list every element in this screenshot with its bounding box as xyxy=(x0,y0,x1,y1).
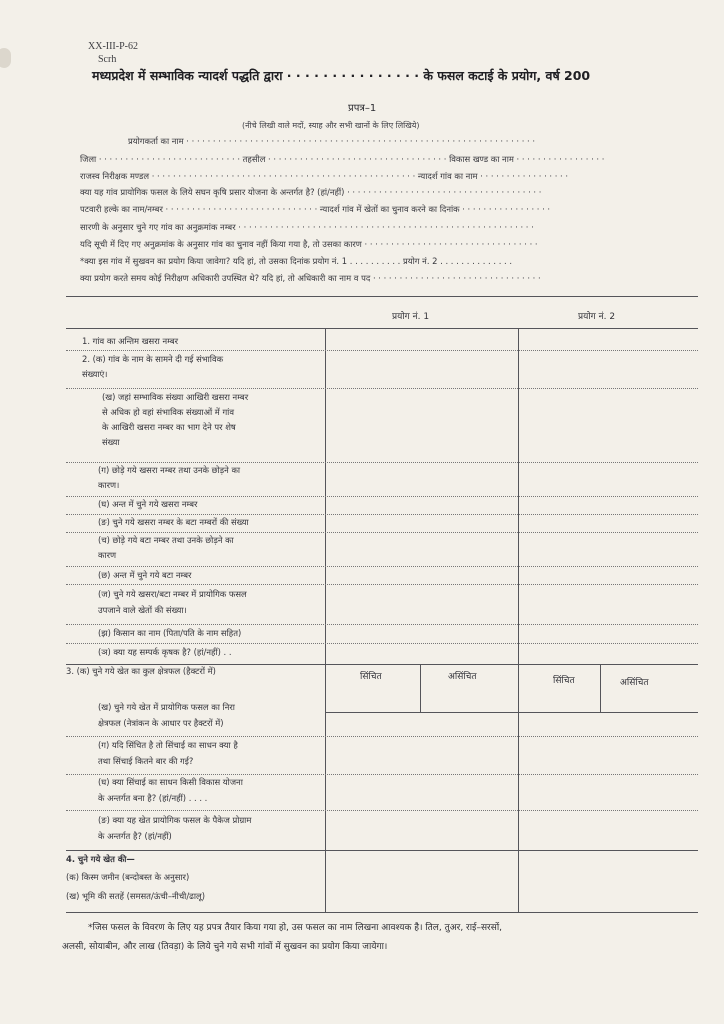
row-2h-line-2: उपजाने वाले खेतों की संख्या। xyxy=(98,605,187,615)
field-village-serial: सारणी के अनुसार चुने गए गांव का अनुक्रमांक नम्बर · · · · · · · · · · · · · · · · · · · · · · · · · · · · · · · · · · · · · · · · · · · · · · · · · · · · · · · · xyxy=(80,222,534,232)
row-2f-line-2: कारण xyxy=(98,550,117,560)
row-4a-land-type: (क) किस्म जमीन (बन्दोबस्त के अनुसार) xyxy=(66,872,190,882)
field-district: जिला · · · · · · · · · · · · · · · · · · · · · · · · · · · तहसील · · · · · · · · · · · · · · · · · · · · · · · · · · · · · · · · · · विकास खण्ड का नाम · · · · · · · · · · · · · · · · · xyxy=(80,154,605,164)
row-rule xyxy=(66,388,698,389)
form-label: प्रपत्र–1 xyxy=(348,103,377,114)
row-2d: (घ) अन्त में चुने गये खसरा नम्बर xyxy=(98,499,198,509)
row-1-last-khasra: 1. गांव का अन्तिम खसरा नम्बर xyxy=(82,336,179,346)
row-rule xyxy=(66,850,698,851)
row-4b-land-surface: (ख) भूमि की सतहें (समसत/ऊंची–नीची/ढालू) xyxy=(66,891,205,901)
table-top-rule xyxy=(66,296,698,297)
field-intensive-scheme: क्या यह गांव प्रायोगिक फसल के लिये सघन कृषि प्रसार योजना के अन्तर्गत है? (हां/नहीं) · · · · · · · · · · · · · · · · · · · · · · · · · · · · · · · · · · · · · xyxy=(80,187,542,197)
row-3d-line-2: के अन्तर्गत बना है? (हां/नहीं) . . . . xyxy=(98,793,208,803)
row-rule xyxy=(66,532,698,533)
table-header-rule xyxy=(66,328,698,329)
row-rule xyxy=(66,774,698,775)
row-rule xyxy=(66,664,698,665)
unirrigated-label-exp2: असिंचित xyxy=(620,678,649,688)
row-rule xyxy=(66,350,698,351)
row-2f-line-1: (च) छोड़े गये बटा नम्बर तथा उनके छोड़ने का xyxy=(98,535,234,545)
row-rule xyxy=(66,584,698,585)
row-3e-line-1: (ङ) क्या यह खेत प्रायोगिक फसल के पैकेज प्रोग्राम xyxy=(98,815,252,825)
row-rule xyxy=(66,810,698,811)
field-patwari-halka: पटवारी हल्के का नाम/नम्बर · · · · · · · · · · · · · · · · · · · · · · · · · · · · · न्यादर्श गांव में खेतों का चुनाव करने का दिनांक · · · · · · · · · · · · · · · · · xyxy=(80,204,551,214)
col-header-experiment-1: प्रयोग नं. 1 xyxy=(392,312,430,322)
form-code-sub: Scrh xyxy=(98,54,117,65)
row-2c-line-1: (ग) छोड़े गये खसरा नम्बर तथा उनके छोड़ने का xyxy=(98,465,241,475)
row-2g: (छ) अन्त में चुने गये बटा नम्बर xyxy=(98,570,192,580)
row-2a-line-2: संख्याएं। xyxy=(82,369,108,379)
punch-hole xyxy=(0,48,11,68)
row-rule xyxy=(66,462,698,463)
row-rule xyxy=(66,643,698,644)
footnote-line-2: अलसी, सोयाबीन, और लाख (तिवड़ा) के लिये चुने गये सभी गांवों में सुखवन का प्रयोग किया जायेगा। xyxy=(62,942,388,952)
row-2i-farmer: (झ) किसान का नाम (पिता/पति के नाम सहित) xyxy=(98,628,242,638)
row-3c-line-1: (ग) यदि सिंचित है तो सिंचाई का साधन क्या है xyxy=(98,740,238,750)
field-inspecting-officer: क्या प्रयोग करते समय कोई निरीक्षण अधिकारी उपस्थित थे? यदि हां, तो अधिकारी का नाम व पद · · · · · · · · · · · · · · · · · · · · · · · · · · · · · · · · xyxy=(80,273,541,283)
col-header-experiment-2: प्रयोग नं. 2 xyxy=(578,312,616,322)
field-drying-experiment: *क्या इस गांव में सुखवन का प्रयोग किया जावेगा? यदि हां, तो उसका दिनांक प्रयोग नं. 1 . . . . . . . . . . प्रयोग नं. 2 . . . . . . . . . . . . . . xyxy=(80,256,513,266)
subcol-divider-2 xyxy=(600,664,601,712)
form-code: XX-III-P-62 xyxy=(88,41,138,52)
page-title: मध्यप्रदेश में सम्भाविक न्यादर्श पद्धति द्वारा · · · · · · · · · · · · · · · के फसल कटाई के प्रयोग, वर्ष 200 xyxy=(92,68,591,83)
row-3c-line-2: तथा सिंचाई कितने बार की गई? xyxy=(98,756,194,766)
col-divider-2 xyxy=(518,328,519,912)
row-rule xyxy=(66,514,698,515)
row-rule xyxy=(66,566,698,567)
row-2b-line-1: (ख) जहां सम्भाविक संख्या आखिरी खसरा नम्बर xyxy=(102,392,249,402)
row-2c-line-2: कारण। xyxy=(98,480,120,490)
irrigated-label-exp2: सिंचित xyxy=(553,676,575,686)
row-2a-line-1: 2. (क) गांव के नाम के सामने दी गई संभाविक xyxy=(82,354,224,364)
field-revenue-circle: राजस्व निरीक्षक मण्डल · · · · · · · · · · · · · · · · · · · · · · · · · · · · · · · · · · · · · · · · · · · · · · · · · · न्यादर्श गांव का नाम · · · · · · · · · · · · · · · · · xyxy=(80,171,569,181)
col-divider-1 xyxy=(325,328,326,912)
row-3b-line-1: (ख) चुने गये खेत में प्रायोगिक फसल का निरा xyxy=(98,702,235,712)
subcol-divider-1 xyxy=(420,664,421,712)
table-bottom-rule xyxy=(66,912,698,913)
field-selection-reason: यदि सूची में दिए गए अनुक्रमांक के अनुसार गांव का चुनाव नहीं किया गया है, तो उसका कारण · · · · · · · · · · · · · · · · · · · · · · · · · · · · · · · · · xyxy=(80,239,538,249)
row-2h-line-1: (ज) चुने गये खसरा/बटा नम्बर में प्रायोगिक फसल xyxy=(98,589,247,599)
row-rule xyxy=(66,496,698,497)
unirrigated-label-exp1: असिंचित xyxy=(448,672,477,682)
row-2b-line-4: संख्या xyxy=(102,437,120,447)
form-instruction: (नीचे लिखी वाले मदों, स्याह और सभी खानों के लिए लिखिये) xyxy=(242,121,420,130)
field-experimenter: प्रयोगकर्ता का नाम · · · · · · · · · · · · · · · · · · · · · · · · · · · · · · · · · · · · · · · · · · · · · · · · · · · · · · · · · · · · · · · · · · xyxy=(128,136,536,146)
row-rule xyxy=(66,736,698,737)
row-3d-line-1: (घ) क्या सिंचाई का साधन किसी विकास योजना xyxy=(98,777,243,787)
row-rule xyxy=(66,624,698,625)
row-2b-line-2: से अधिक हो वहां संभाविक संख्याओं में गांव xyxy=(102,407,235,417)
row-3b-line-2: क्षेत्रफल (नेत्रांकन के आधार पर हैक्टरों में) xyxy=(98,718,224,728)
irrigated-label-exp1: सिंचित xyxy=(360,672,382,682)
row-rule xyxy=(325,712,698,713)
row-2e: (ङ) चुने गये खसरा नम्बर के बटा नम्बरों की संख्या xyxy=(98,517,249,527)
row-4-heading: 4. चुने गये खेत की— xyxy=(66,854,135,864)
row-2j-contact-farmer: (ञ) क्या यह सम्पर्क कृषक है? (हां/नहीं) . . xyxy=(98,647,232,657)
footnote-line-1: *जिस फसल के विवरण के लिए यह प्रपत्र तैयार किया गया हो, उस फसल का नाम लिखना आवश्यक है। तिल, तुअर, राई–सरसों, xyxy=(88,923,503,933)
row-2b-line-3: के आखिरी खसरा नम्बर का भाग देने पर शेष xyxy=(102,422,236,432)
row-3a-total-area: 3. (क) चुने गये खेत का कुल क्षेत्रफल (हैक्टरों में) xyxy=(66,666,216,676)
row-3e-line-2: के अन्तर्गत है? (हां/नहीं) xyxy=(98,831,172,841)
